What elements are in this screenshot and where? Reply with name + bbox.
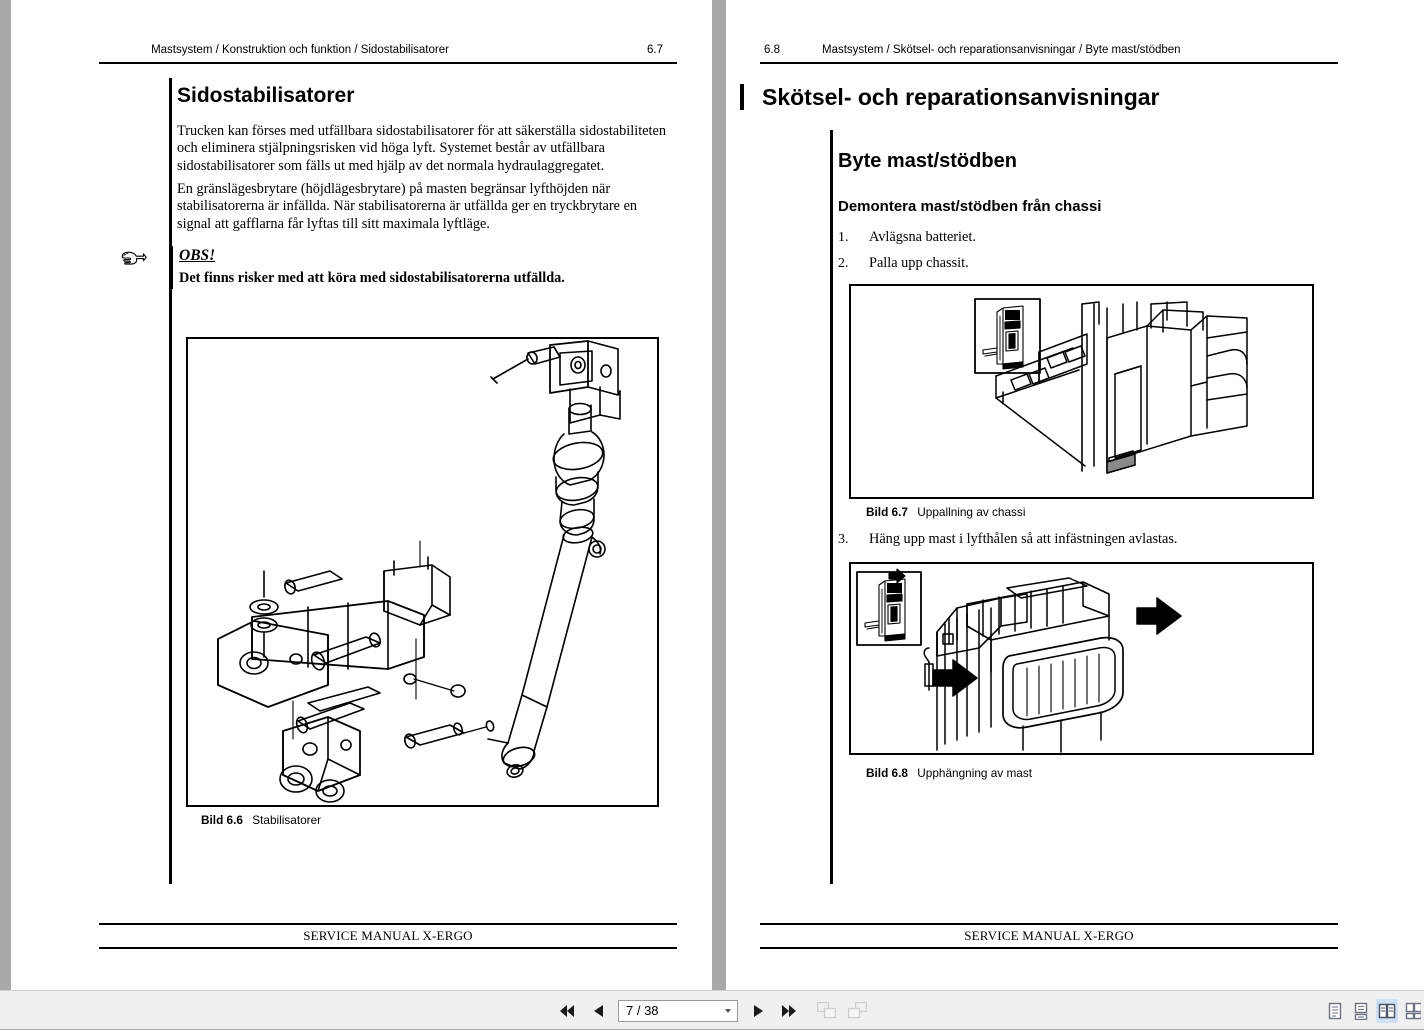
figure-6-6-caption bbox=[201, 813, 321, 827]
step-2-number: 2. bbox=[838, 256, 849, 271]
left-page-paragraph-2: En gränslägesbrytare (höjdlägesbrytare) på masten begränsar lyfthöjden när stabilisatorerna är infällda. När stabilisatorerna är utfällda ger en tryckbrytare en signal att gafflarna får lyftas till sitt maximala lyftläge. bbox=[177, 181, 638, 232]
right-page-header-number: 6.8 bbox=[764, 44, 780, 56]
pdf-page-right[interactable] bbox=[726, 0, 1424, 990]
view-mode-single-page[interactable] bbox=[1324, 999, 1346, 1023]
left-page-header-breadcrumb: Mastsystem / Konstruktion och funktion / Sidostabilisatorer bbox=[151, 44, 449, 56]
step-3-text: Häng upp mast i lyfthålen så att infästningen avlastas. bbox=[869, 531, 1178, 547]
right-footer-rule-top bbox=[760, 923, 1338, 925]
right-page-sub-heading: Demontera mast/stödben från chassi bbox=[838, 198, 1102, 215]
note-vertical-divider bbox=[171, 246, 173, 289]
view-mode-continuous-facing[interactable] bbox=[1402, 999, 1424, 1023]
page-number-input[interactable] bbox=[618, 1000, 738, 1022]
right-page-header-breadcrumb: Mastsystem / Skötsel- och reparationsanvisningar / Byte mast/stödben bbox=[822, 44, 1181, 56]
previous-page-button[interactable] bbox=[587, 999, 609, 1023]
step-3-number: 3. bbox=[838, 532, 849, 547]
right-footer-rule-bottom bbox=[760, 947, 1338, 949]
figure-6-6-caption-label: Bild 6.6 bbox=[201, 813, 243, 827]
left-page-change-bar bbox=[169, 78, 172, 884]
left-page-footer: SERVICE MANUAL X-ERGO bbox=[303, 928, 473, 943]
view-mode-group bbox=[1324, 991, 1424, 1030]
figure-6-6-drawing bbox=[188, 339, 657, 805]
figure-6-7-frame bbox=[849, 284, 1314, 499]
step-1-text: Avlägsna batteriet. bbox=[869, 229, 976, 245]
step-2-text: Palla upp chassit. bbox=[869, 255, 969, 271]
note-text: Det finns risker med att köra med sidostabilisatorerna utfällda. bbox=[179, 270, 565, 286]
right-page-header-rule bbox=[760, 62, 1338, 64]
fit-page-button[interactable] bbox=[846, 999, 868, 1023]
pdf-page-left[interactable] bbox=[11, 0, 712, 990]
figure-6-7-caption-label: Bild 6.7 bbox=[866, 505, 908, 519]
figure-6-6-frame bbox=[186, 337, 659, 807]
figure-6-6-caption-text: Stabilisatorer bbox=[252, 813, 322, 827]
left-page-header-rule bbox=[99, 62, 677, 64]
last-page-button[interactable] bbox=[778, 999, 800, 1023]
figure-6-8-caption-text: Upphängning av mast bbox=[917, 766, 1033, 780]
figure-6-8-caption bbox=[866, 766, 1032, 780]
viewer-toolbar bbox=[0, 990, 1424, 1029]
fit-width-button[interactable] bbox=[815, 999, 837, 1023]
right-page-change-bar bbox=[830, 130, 833, 884]
page-indicator-value: 7 / 38 bbox=[626, 1003, 659, 1018]
note-obs-label: OBS! bbox=[179, 247, 216, 264]
right-page-section-heading: Byte mast/stödben bbox=[838, 150, 1017, 172]
left-footer-rule-top bbox=[99, 923, 677, 925]
chevron-down-icon[interactable] bbox=[725, 1009, 731, 1013]
left-page-title: Sidostabilisatorer bbox=[177, 84, 355, 107]
figure-6-8-frame bbox=[849, 562, 1314, 755]
figure-6-7-drawing bbox=[851, 286, 1312, 497]
left-page-paragraph-1: Trucken kan förses med utfällbara sidostabilisatorer för att säkerställa sidostabiliteten och eliminera stjälpningsrisken vid höga lyft. Systemet består av utfällbara sidostabilisatorer som fälls ut med hjälp av det normala hydraulaggregatet. bbox=[177, 123, 667, 174]
figure-6-8-caption-label: Bild 6.8 bbox=[866, 766, 908, 780]
right-page-title: Skötsel- och reparationsanvisningar bbox=[762, 84, 1160, 110]
figure-6-8-drawing bbox=[851, 564, 1312, 753]
figure-6-7-caption-text: Uppallning av chassi bbox=[917, 505, 1026, 519]
step-1-number: 1. bbox=[838, 230, 849, 245]
right-page-title-change-bar bbox=[740, 84, 744, 110]
figure-6-7-caption bbox=[866, 505, 1025, 519]
right-page-footer: SERVICE MANUAL X-ERGO bbox=[964, 928, 1134, 943]
pointing-hand-icon bbox=[117, 248, 147, 273]
first-page-button[interactable] bbox=[556, 999, 578, 1023]
next-page-button[interactable] bbox=[747, 999, 769, 1023]
view-mode-two-page-spread[interactable] bbox=[1376, 999, 1398, 1023]
left-page-header-number: 6.7 bbox=[647, 44, 663, 56]
left-footer-rule-bottom bbox=[99, 947, 677, 949]
view-mode-continuous-scroll[interactable] bbox=[1350, 999, 1372, 1023]
